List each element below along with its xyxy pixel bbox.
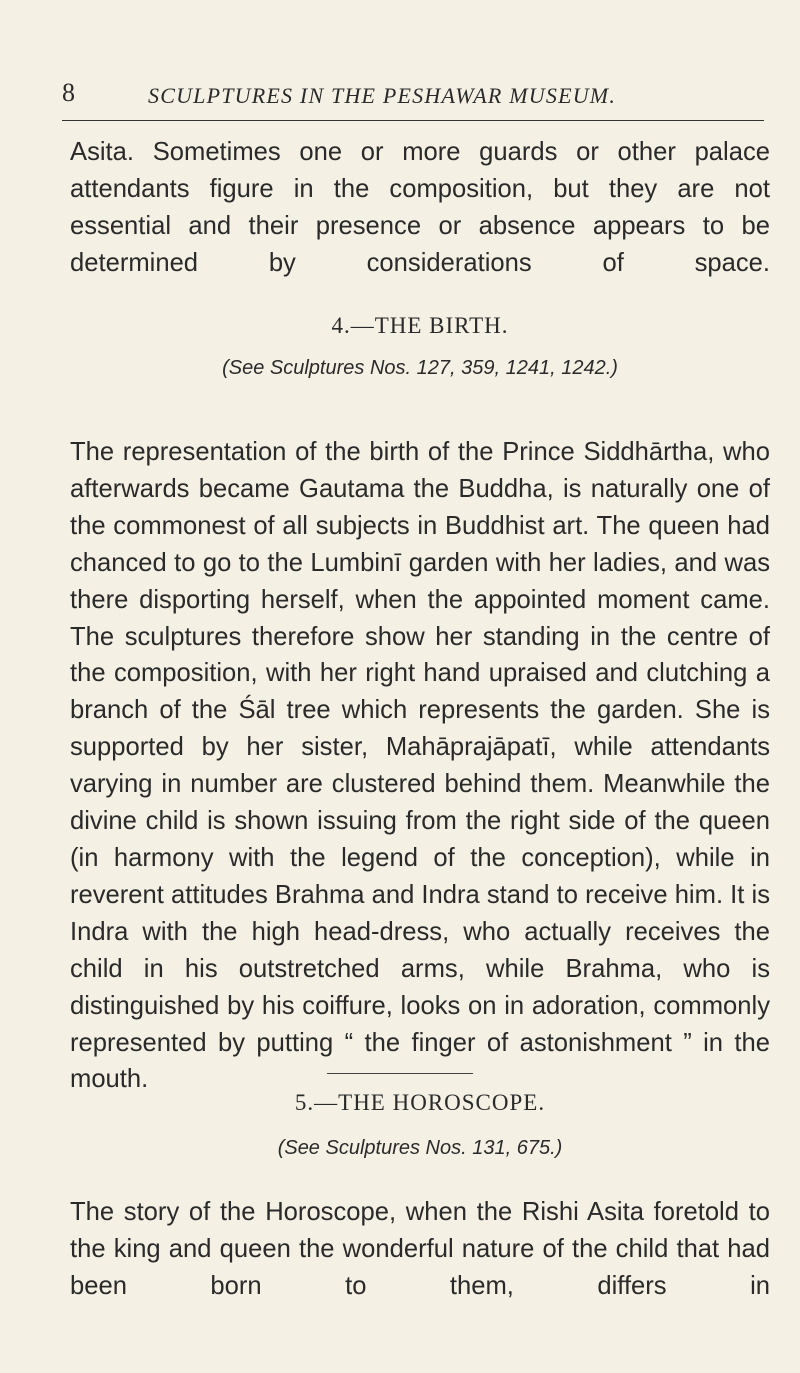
header-rule [62,120,764,121]
section-reference-horoscope: (See Sculptures Nos. 131, 675.) [277,1137,563,1159]
paragraph-horoscope: The story of the Horoscope, when the Rishi Asita foretold to the king and queen the wonderful nature of the child that had been born to them, differs in [70,1198,770,1300]
running-head: SCULPTURES IN THE PESHAWAR MUSEUM. [148,83,617,108]
section-heading-horoscope: 5.—THE HOROSCOPE. [294,1090,546,1115]
section-reference-birth: (See Sculptures Nos. 127, 359, 1241, 1242.) [222,357,618,379]
section-heading-birth: 4.—THE BIRTH. [331,313,509,338]
paragraph-birth: The representation of the birth of the Prince Siddhārtha, who afterwards became Gautama the Buddha, is naturally one of the commonest of all subjects in Buddhist art. The queen had chanced to go to the Lumbinī garden with her ladies, and was there disporting herself, when the appointed moment came. The sculptures therefore show her standing in the centre of the composition, with her right hand upraised and clutching a branch of the Śāl tree which represents the garden. She is supported by her sister, Mahāprajāpatī, while attendants varying in number are clustered behind them. Meanwhile the divine child is shown issuing from the right side of the queen (in harmony with the legend of the conception), while in reverent attitudes Brahma and Indra stand to receive him. It is Indra with the high head-dress, who actually receives the child in his outstretched arms, while Brahma, who is distinguished by his coiffure, looks on in adoration, commonly represented by putting “ the finger of astonishment ” in the mouth. [70,438,770,1094]
section-divider [327,1073,473,1074]
page-number: 8 [62,78,75,107]
paragraph-continuation: Asita. Sometimes one or more guards or other palace attendants figure in the composition, but they are not essential and their presence or absence appears to be determined by considerations of space. [70,138,770,277]
page-header [62,78,762,114]
